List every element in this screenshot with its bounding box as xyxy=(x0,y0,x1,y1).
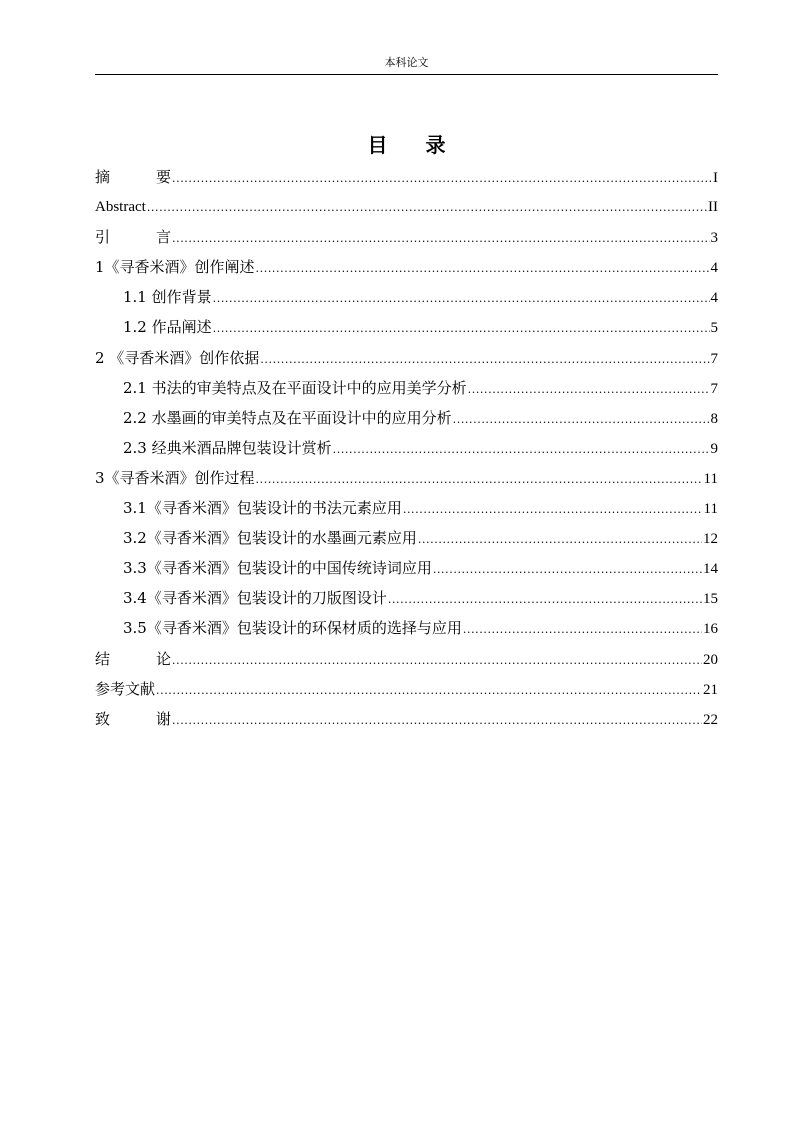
toc-entry-section-3-3[interactable] xyxy=(95,553,718,583)
toc-dot-leader xyxy=(468,375,710,405)
toc-entry-label-text: 结 论 xyxy=(95,649,171,668)
toc-entry-page: 4 xyxy=(710,290,718,307)
toc-entry-chapter-3[interactable] xyxy=(95,463,718,493)
toc-dot-leader xyxy=(213,284,710,314)
toc-entry-section-2-1[interactable] xyxy=(95,373,718,403)
toc-entry-page: I xyxy=(713,170,718,186)
toc-entry-conclusion[interactable] xyxy=(95,644,718,674)
toc-entry-label: 1.1 创作背景 xyxy=(123,288,212,307)
toc-entry-section-1-1[interactable] xyxy=(95,282,718,312)
toc-entry-label-text: 致 谢 xyxy=(95,709,171,728)
toc-entry-page: 4 xyxy=(710,260,718,277)
toc-entry-label: 3《寻香米酒》创作过程 xyxy=(95,468,255,487)
toc-entry-page: 14 xyxy=(703,561,718,578)
toc-entry-page: 7 xyxy=(710,350,718,367)
toc-entry-acknowledgements[interactable] xyxy=(95,704,718,734)
toc-entry-label: Abstract xyxy=(95,199,146,216)
toc-entry-page: II xyxy=(708,199,718,216)
toc-dot-leader xyxy=(418,525,702,555)
toc-entry-section-3-4[interactable] xyxy=(95,583,718,613)
toc-entry-chapter-1[interactable] xyxy=(95,252,718,282)
toc-title xyxy=(95,132,718,158)
toc-entry-section-3-5[interactable] xyxy=(95,613,718,643)
toc-entry-page: 7 xyxy=(710,380,718,397)
toc-entry-label: 参考文献 xyxy=(95,679,156,698)
toc-entry-chapter-2[interactable] xyxy=(95,343,718,373)
toc-entry-page: 11 xyxy=(703,470,718,487)
toc-dot-leader xyxy=(260,345,709,375)
toc-dot-leader xyxy=(333,435,710,465)
toc-dot-leader xyxy=(453,405,710,435)
toc-entry-page: 12 xyxy=(703,531,718,548)
toc-dot-leader xyxy=(172,646,702,676)
toc-entry-section-3-2[interactable] xyxy=(95,523,718,553)
toc-entry-section-2-2[interactable] xyxy=(95,403,718,433)
toc-entry-page: 8 xyxy=(710,410,718,427)
toc-entry-label: 2.1 书法的审美特点及在平面设计中的应用美学分析 xyxy=(123,378,467,397)
toc-dot-leader xyxy=(172,706,702,736)
toc-entry-references[interactable] xyxy=(95,674,718,704)
toc-title-left: 目 xyxy=(367,133,388,157)
toc-entry-label: 2 《寻香米酒》创作依据 xyxy=(95,348,260,367)
toc-dot-leader xyxy=(403,495,703,525)
header-text: 本科论文 xyxy=(384,56,429,69)
toc-entry-label: 1.2 作品阐述 xyxy=(123,318,212,337)
toc-entry-section-3-1[interactable] xyxy=(95,493,718,523)
toc-dot-leader xyxy=(172,164,712,194)
toc-entry-label xyxy=(95,704,171,734)
page-header xyxy=(95,56,718,75)
toc-entry-page: 15 xyxy=(703,591,718,608)
toc-entry-label: 3.3《寻香米酒》包装设计的中国传统诗词应用 xyxy=(123,559,432,578)
toc-entry-label: 3.5《寻香米酒》包装设计的环保材质的选择与应用 xyxy=(123,619,462,638)
toc-entry-label-text: 引 言 xyxy=(95,228,171,247)
toc-entry-label: 3.1《寻香米酒》包装设计的书法元素应用 xyxy=(123,499,402,518)
toc-entry-page: 5 xyxy=(710,320,718,337)
toc-dot-leader xyxy=(463,615,702,645)
toc-entry-section-1-2[interactable] xyxy=(95,312,718,342)
toc-entry-label: 2.3 经典米酒品牌包装设计赏析 xyxy=(123,438,332,457)
toc-entry-page: 11 xyxy=(703,501,718,518)
toc-entry-label xyxy=(95,222,171,252)
toc-entry-page: 3 xyxy=(710,230,718,247)
toc-entry-page: 20 xyxy=(703,651,718,668)
toc-entry-abstract-en[interactable] xyxy=(95,192,718,222)
toc-entry-label: 2.2 水墨画的审美特点及在平面设计中的应用分析 xyxy=(123,408,452,427)
toc-entry-page: 16 xyxy=(703,621,718,638)
toc-entry-label: 3.2《寻香米酒》包装设计的水墨画元素应用 xyxy=(123,529,417,548)
toc-entry-label: 1《寻香米酒》创作阐述 xyxy=(95,258,255,277)
toc-dot-leader xyxy=(388,585,702,615)
toc-entry-abstract-cn[interactable] xyxy=(95,162,718,192)
toc-dot-leader xyxy=(156,676,702,706)
toc-dot-leader xyxy=(256,254,710,284)
toc-dot-leader xyxy=(256,465,703,495)
toc-dot-leader xyxy=(147,193,707,223)
toc-dot-leader xyxy=(172,224,710,254)
table-of-contents xyxy=(95,162,718,734)
toc-entry-page: 9 xyxy=(710,440,718,457)
toc-entry-introduction[interactable] xyxy=(95,222,718,252)
toc-entry-page: 22 xyxy=(703,711,718,728)
toc-entry-label: 3.4《寻香米酒》包装设计的刀版图设计 xyxy=(123,589,387,608)
toc-dot-leader xyxy=(433,555,702,585)
toc-entry-section-2-3[interactable] xyxy=(95,433,718,463)
toc-dot-leader xyxy=(213,314,710,344)
toc-entry-label xyxy=(95,162,171,192)
toc-entry-label-text: 摘 要 xyxy=(95,168,171,186)
toc-title-right: 录 xyxy=(425,133,446,157)
toc-entry-page: 21 xyxy=(703,681,718,698)
toc-entry-label xyxy=(95,644,171,674)
